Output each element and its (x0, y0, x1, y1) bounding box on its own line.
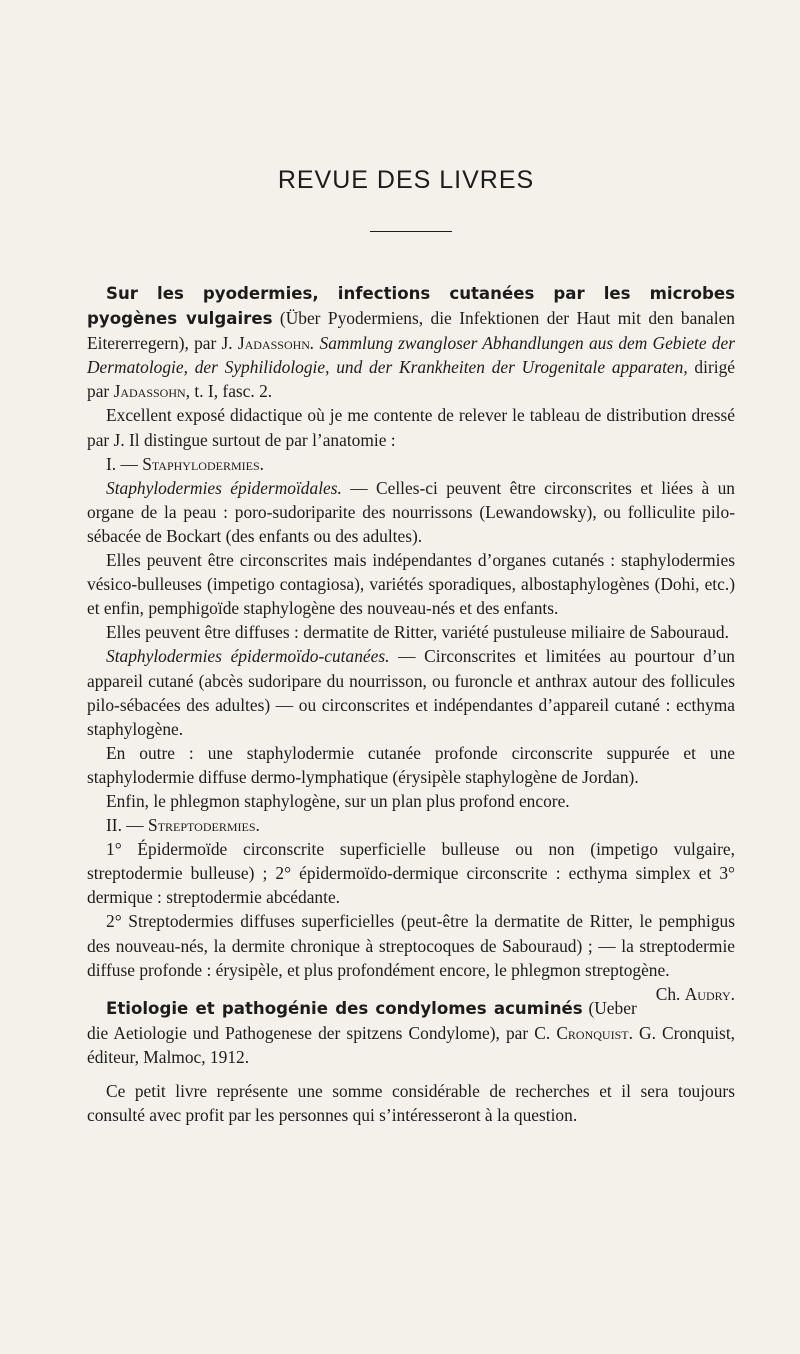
review-2-author: Cronquist (556, 1022, 629, 1043)
paragraph (87, 909, 735, 1004)
section-heading-streptodermies (87, 813, 735, 837)
section-title: Streptodermies. (148, 815, 260, 836)
section-heading-staphylodermies (87, 452, 735, 476)
paragraph: 1° Épidermoïde circonscrite superficielle bulleuse ou non (impetigo vulgaire, streptodermie bulleuse) ; 2° épidermoïdo-dermique circonscrite : ecthyma simplex et 3° dermique : streptodermie abcédante. (87, 839, 735, 908)
paragraph (87, 644, 735, 740)
signature-initial: Ch. (655, 983, 685, 1004)
review-2-publisher: . G. Cronquist, éditeur, Malmoc, 1912. (87, 1022, 736, 1067)
review-2-heading (87, 996, 735, 1069)
section-number: II. — (106, 815, 149, 836)
review-1-series-director: Jadassohn (113, 381, 186, 402)
review-1-heading (87, 281, 735, 403)
paragraph: Ce petit livre représente une somme considérable de recherches et il sera toujours consulté avec profit par les personnes qui s’intéresseront à la question. (87, 1081, 735, 1126)
review-1-series-directed: dirigé par (87, 357, 735, 402)
page-title: REVUE DES LIVRES (277, 166, 535, 194)
section-title: Staphylodermies. (142, 453, 264, 474)
signature-period: . (730, 983, 735, 1004)
paragraph: Excellent exposé didactique où je me contente de relever le tableau de distribution dressé par J. Il distingue surtout de par l’anatomie : (87, 405, 735, 450)
review-1-series: . Sammlung zwangloser Abhandlungen aus dem Gebiete der Dermatologie, der Syphilidologie, und der Krankheiten der Urogenitale apparaten, (87, 333, 735, 378)
review-1-title: Sur les pyodermies, infections cutanées par les microbes pyogènes vulgaires (87, 284, 735, 329)
review-1-author: Jadassohn (237, 333, 310, 354)
review-1-series-volume: , t. I, fasc. 2. (185, 381, 273, 402)
paragraph-text: — Celles-ci peuvent être circonscrites et liées à un organe de la peau : poro-sudoriparite des nourrissons (Lewandowsky), ou folliculite pilo-sébacée de Bockart (des enfants ou des adultes). (87, 477, 735, 546)
review-2-title-translation: (Ueber die Aetiologie und Pathogenese der spitzens Condylome), par C. (87, 997, 637, 1043)
review-1-title-translation: (Über Pyodermiens, die Infektionen der Haut mit den banalen Eitererregern), par J. (87, 308, 735, 354)
paragraph: Elles peuvent être diffuses : dermatite de Ritter, variété pustuleuse miliaire de Sabouraud. (106, 622, 729, 643)
review-2-title: Etiologie et pathogénie des condylomes acuminés (106, 998, 583, 1018)
paragraph: Enfin, le phlegmon staphylogène, sur un plan plus profond encore. (106, 790, 570, 811)
section-number: I. — (106, 453, 143, 474)
paragraph-text: 2° Streptodermies diffuses superficielles (peut-être la dermatite de Ritter, le pemphigus des nouveau-nés, la dermite chronique à streptocoques de Sabouraud) ; — la streptodermie diffuse profonde : érysipèle, et plus profondément encore, le phlegmon streptogène. (87, 911, 735, 980)
paragraph (87, 476, 735, 548)
article-body (87, 281, 735, 1127)
subsection-title: Staphylodermies épidermoïdales. (106, 477, 342, 498)
subsection-title: Staphylodermies épidermoïdo-cutanées. (106, 646, 390, 667)
paragraph-text: — Circonscrites et limitées au pourtour d’un appareil cutané (abcès sudoripare du nourrisson, ou furoncle et anthrax autour des follicules pilo-sébacées des adultes) — ou circonscrites et indépendantes d’appareil cutané : ecthyma staphylogène. (87, 646, 735, 739)
title-divider (370, 231, 452, 232)
review-1-signature (637, 982, 735, 1006)
paragraph: Elles peuvent être circonscrites mais indépendantes d’organes cutanés : staphylodermies vésico-bulleuses (impetigo contagiosa), variétés sporadiques, albostaphylogènes (Dohi, etc.) et enfin, pemphigoïde staphylogène des nouveau-nés et des enfants. (87, 550, 735, 619)
paragraph: En outre : une staphylodermie cutanée profonde circonscrite suppurée et une staphylodermie diffuse dermo-lymphatique (érysipèle staphylogène de Jordan). (87, 742, 735, 787)
signature-name: Audry (684, 983, 731, 1004)
